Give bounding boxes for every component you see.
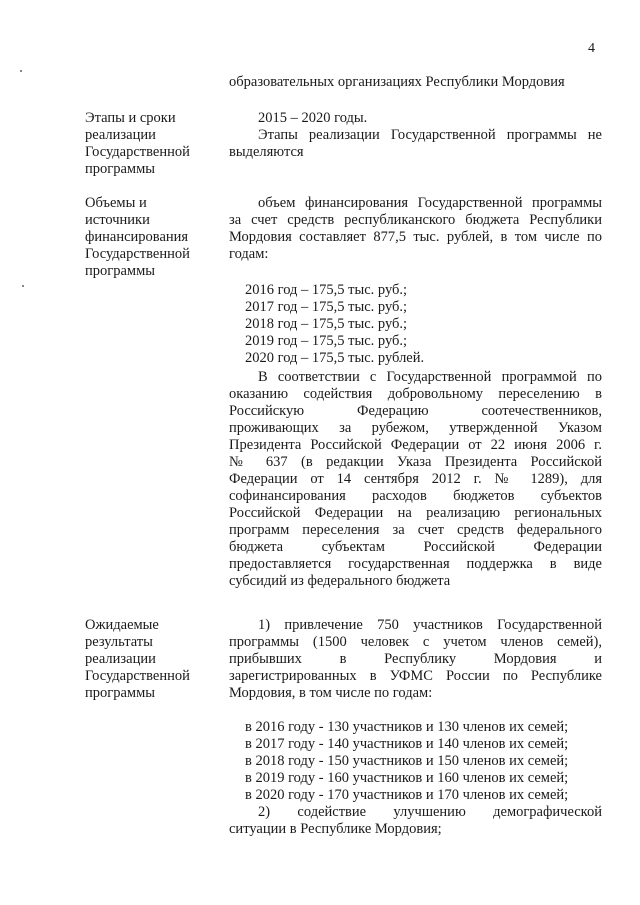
funding-year-item: 2020 год – 175,5 тыс. рублей. [245,350,425,366]
results-year-item: в 2016 году - 130 участников и 130 членов их семей; [245,719,569,735]
label-line: Государственной [85,144,190,160]
funding-paragraph-line: проживающих за рубежом, утвержденной Указом [229,420,602,436]
results-intro-line: зарегистрированных в УФМС России по Республике [229,668,602,684]
funding-label [85,195,210,280]
continuation-text: образовательных организациях Республики Мордовия [229,74,565,90]
label-line: Этапы и сроки [85,110,176,126]
results-years-list [229,719,602,838]
scan-speck [22,285,24,287]
funding-paragraph-line: № 637 (в редакции Указа Президента Российской [229,454,602,470]
funding-year-item: 2018 год – 175,5 тыс. руб.; [245,316,408,332]
funding-paragraph-line: Президента Российской Федерации от 22 июня 2006 г. [229,437,602,453]
label-line: реализации [85,127,156,143]
results-item2-line: 2) содействие улучшению демографической [258,804,602,820]
results-intro-line: 1) привлечение 750 участников Государственной [258,617,602,633]
stages-content [229,110,602,161]
results-intro-line: программы (1500 человек с учетом членов семей), [229,634,602,650]
results-year-item: в 2019 году - 160 участников и 160 членов их семей; [245,770,569,786]
stages-text-line: выделяются [229,144,304,160]
label-line: программы [85,685,155,701]
label-line: Государственной [85,246,190,262]
funding-paragraph-line: оказанию содействия добровольному переселению в [229,386,602,402]
page-number: 4 [588,41,595,56]
results-item2-line: ситуации в Республике Мордовия; [229,821,442,837]
label-line: Объемы и [85,195,147,211]
label-line: Ожидаемые [85,617,159,633]
funding-years-list [229,282,602,367]
funding-paragraph-line: Российской Федерации на реализацию региональных [229,505,602,521]
funding-paragraph-line: Российскую Федерацию соотечественников, [229,403,602,419]
stages-text-line: Этапы реализации Государственной программы не [258,127,602,143]
label-line: реализации [85,651,156,667]
results-intro [229,617,602,702]
stages-label [85,110,210,178]
funding-paragraph-line: субсидий из федерального бюджета [229,573,451,589]
funding-paragraph-line: Федерации от 14 сентября 2012 г. № 1289), для [229,471,602,487]
label-line: финансирования [85,229,189,245]
funding-paragraph-line: бюджета субъектам Российской Федерации [229,539,602,555]
results-intro-line: прибывших в Республику Мордовия и [229,651,602,667]
label-line: программы [85,263,155,279]
funding-paragraph-line: софинансирования расходов бюджетов субъектов [229,488,602,504]
funding-paragraph-line: предоставляется государственная поддержка в виде [229,556,602,572]
results-label [85,617,210,702]
funding-paragraph [229,369,602,590]
funding-intro-line: Мордовия составляет 877,5 тыс. рублей, в том числе по [229,229,602,245]
funding-intro-line: за счет средств республиканского бюджета Республики [229,212,602,228]
label-line: результаты [85,634,153,650]
funding-year-item: 2017 год – 175,5 тыс. руб.; [245,299,408,315]
results-intro-line: Мордовия, в том числе по годам: [229,685,433,701]
results-year-item: в 2018 году - 150 участников и 150 членов их семей; [245,753,569,769]
label-line: программы [85,161,155,177]
funding-intro-line: годам: [229,246,269,262]
funding-intro-line: объем финансирования Государственной программы [258,195,602,211]
label-line: источники [85,212,150,228]
label-line: Государственной [85,668,190,684]
funding-year-item: 2016 год – 175,5 тыс. руб.; [245,282,408,298]
results-year-item: в 2017 году - 140 участников и 140 членов их семей; [245,736,569,752]
funding-intro [229,195,602,263]
funding-paragraph-line: программ переселения за счет средств федерального [229,522,602,538]
stages-years: 2015 – 2020 годы. [258,110,368,126]
funding-year-item: 2019 год – 175,5 тыс. руб.; [245,333,408,349]
funding-paragraph-line: В соответствии с Государственной программой по [258,369,602,385]
scan-speck [20,70,22,72]
results-year-item: в 2020 году - 170 участников и 170 членов их семей; [245,787,569,803]
